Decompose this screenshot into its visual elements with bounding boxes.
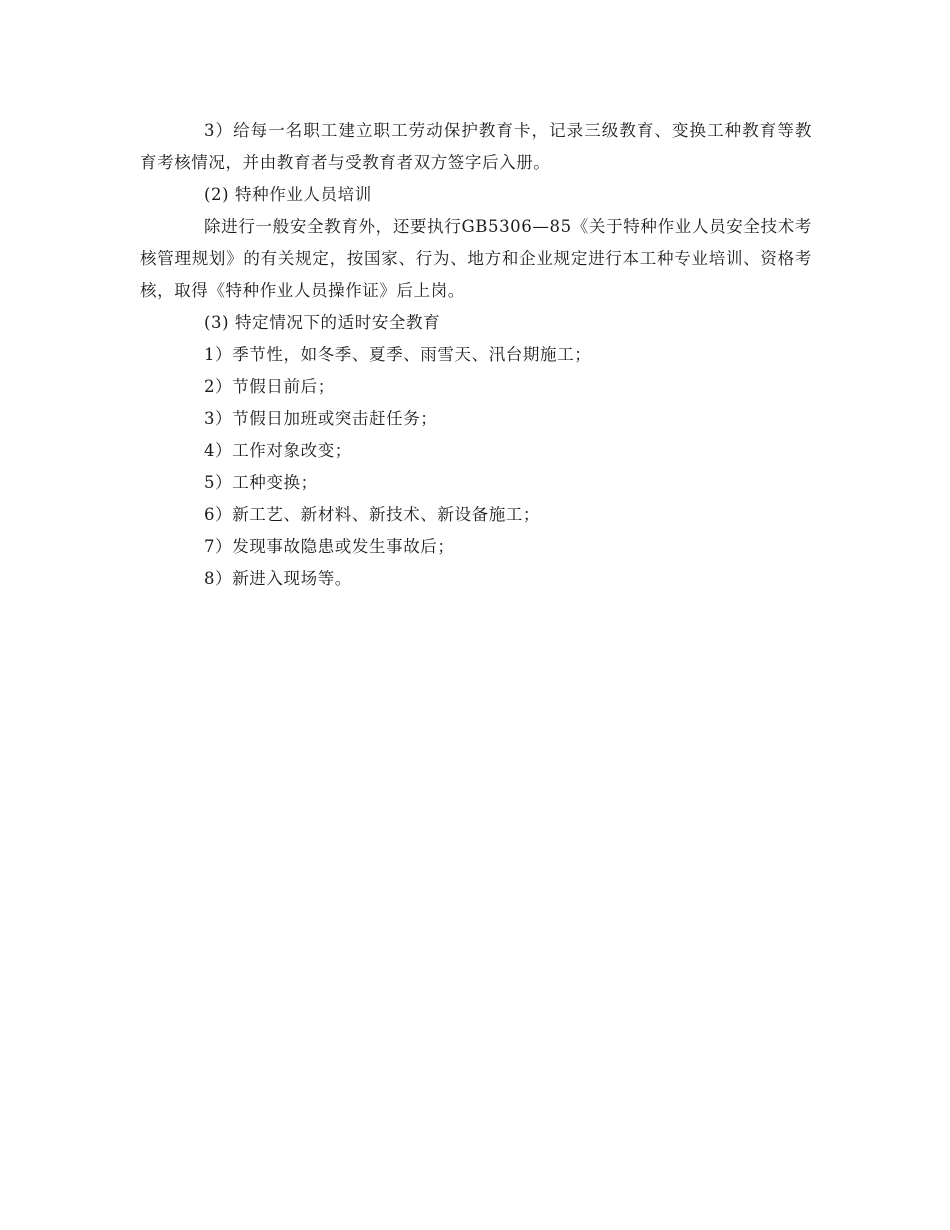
paragraph-education-card: 3）给每一名职工建立职工劳动保护教育卡，记录三级教育、变换工种教育等教育考核情况，并由教育者与受教育者双方签字后入册。	[140, 121, 812, 172]
list-item: 1）季节性，如冬季、夏季、雨雪天、汛台期施工；	[204, 345, 592, 364]
heading-situational-safety-education: (3) 特定情况下的适时安全教育	[204, 313, 441, 332]
list-item: 4）工作对象改变；	[204, 441, 352, 460]
list-item: 2）节假日前后；	[204, 377, 335, 396]
list-item: 6）新工艺、新材料、新技术、新设备施工；	[204, 505, 540, 524]
heading-special-operations-training: (2) 特种作业人员培训	[204, 185, 372, 204]
paragraph-special-operations-rules: 除进行一般安全教育外，还要执行GB5306—85《关于特种作业人员安全技术考核管理规划》的有关规定，按国家、行为、地方和企业规定进行本工种专业培训、资格考核，取得《特种作业人员操作证》后上岗。	[140, 217, 812, 300]
list-item: 3）节假日加班或突击赶任务；	[204, 409, 438, 428]
list-item: 8）新进入现场等。	[204, 569, 352, 588]
document-body	[140, 115, 812, 595]
list-item: 5）工种变换；	[204, 473, 318, 492]
list-item: 7）发现事故隐患或发生事故后；	[204, 537, 455, 556]
